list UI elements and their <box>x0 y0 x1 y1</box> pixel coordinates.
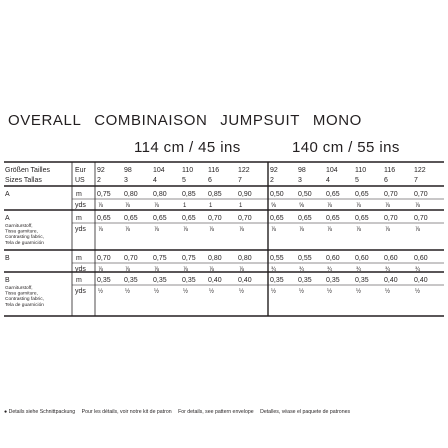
view-label: A <box>5 191 10 198</box>
value-140-yds: ¾ <box>415 267 421 273</box>
view-label: A <box>5 215 10 222</box>
value-140-yds: ¾ <box>299 267 305 273</box>
size-us-114: 2 <box>97 177 101 184</box>
value-114-yds: 1 <box>183 203 187 209</box>
value-114-m: 0,35 <box>153 277 167 284</box>
value-114-yds: ½ <box>125 289 131 295</box>
value-140-m: 0,55 <box>270 255 284 262</box>
us-label: US <box>75 177 85 184</box>
value-114-yds: ⅞ <box>239 227 245 233</box>
unit-m: m <box>76 255 82 262</box>
footer-text-fr: Pour les détails, voir notre kit de patron <box>81 409 172 415</box>
size-us-140: 4 <box>326 177 330 184</box>
size-eur-114: 98 <box>124 167 132 174</box>
value-114-m: 0,40 <box>208 277 222 284</box>
value-114-m: 0,65 <box>97 215 111 222</box>
value-140-m: 0,55 <box>298 255 312 262</box>
value-114-yds: ⅞ <box>183 267 189 273</box>
size-us-114: 5 <box>182 177 186 184</box>
value-140-m: 0,60 <box>384 255 398 262</box>
value-140-yds: ¾ <box>327 267 333 273</box>
value-114-m: 0,40 <box>238 277 252 284</box>
view-sub-label: Tela de guarnición <box>5 240 44 246</box>
view-sub-label: Contrasting fabric, <box>5 235 44 241</box>
value-140-m: 0,65 <box>326 215 340 222</box>
value-114-m: 0,65 <box>182 215 196 222</box>
view-label: B <box>5 277 10 284</box>
value-114-m: 0,35 <box>124 277 138 284</box>
value-140-yds: ⅞ <box>299 227 305 233</box>
size-eur-114: 122 <box>238 167 250 174</box>
value-140-m: 0,60 <box>414 255 428 262</box>
value-114-m: 0,75 <box>153 255 167 262</box>
value-140-m: 0,35 <box>355 277 369 284</box>
value-140-yds: ⅞ <box>327 203 333 209</box>
value-114-yds: ⅞ <box>154 267 160 273</box>
size-us-140: 7 <box>414 177 418 184</box>
footer-text-de: ● Details siehe Schnittpackung <box>4 409 76 415</box>
value-140-m: 0,65 <box>355 215 369 222</box>
value-114-yds: 1 <box>209 203 213 209</box>
view-label: B <box>5 255 10 262</box>
value-114-m: 0,70 <box>97 255 111 262</box>
value-114-yds: ½ <box>183 289 189 295</box>
value-140-yds: ½ <box>356 289 362 295</box>
value-114-m: 0,85 <box>208 191 222 198</box>
value-140-m: 0,70 <box>384 215 398 222</box>
size-eur-114: 116 <box>208 167 220 174</box>
footer-text-en: For details, see pattern envelope <box>178 409 254 415</box>
unit-yds: yds <box>75 202 86 209</box>
view-sub-label: Garniturstoff, <box>5 286 33 291</box>
value-140-yds: ⅞ <box>385 227 391 233</box>
value-140-m: 0,70 <box>384 191 398 198</box>
value-114-yds: ½ <box>154 289 160 295</box>
value-140-yds: ¾ <box>271 267 277 273</box>
value-140-yds: ½ <box>385 289 391 295</box>
value-140-yds: ⅞ <box>327 227 333 233</box>
value-140-m: 0,60 <box>326 255 340 262</box>
value-140-m: 0,70 <box>414 191 428 198</box>
value-114-m: 0,35 <box>97 277 111 284</box>
value-140-yds: ¾ <box>385 267 391 273</box>
size-eur-140: 116 <box>384 167 396 174</box>
view-sub-label: Tissu garniture, <box>5 229 38 235</box>
view-sub-label: Tela de guarnición <box>5 302 44 308</box>
value-140-yds: ½ <box>327 289 333 295</box>
value-114-m: 0,65 <box>124 215 138 222</box>
value-114-m: 0,65 <box>153 215 167 222</box>
size-us-114: 4 <box>153 177 157 184</box>
unit-m: m <box>76 215 82 222</box>
value-140-m: 0,50 <box>298 191 312 198</box>
value-114-yds: 1 <box>239 203 243 209</box>
value-140-m: 0,65 <box>270 215 284 222</box>
value-114-yds: ½ <box>239 289 245 295</box>
value-140-yds: ¾ <box>356 267 362 273</box>
title-word: OVERALL <box>8 112 82 129</box>
value-140-yds: ⅝ <box>299 203 305 209</box>
title-word: MONO <box>312 112 362 129</box>
size-eur-140: 110 <box>355 167 367 174</box>
size-us-140: 3 <box>298 177 302 184</box>
value-114-m: 0,35 <box>182 277 196 284</box>
size-us-140: 2 <box>270 177 274 184</box>
value-140-m: 0,65 <box>355 191 369 198</box>
value-114-yds: ⅞ <box>98 227 104 233</box>
value-140-yds: ⅞ <box>385 203 391 209</box>
unit-yds: yds <box>75 266 86 273</box>
value-140-m: 0,35 <box>326 277 340 284</box>
footer-note <box>4 408 444 416</box>
value-114-yds: ⅞ <box>154 227 160 233</box>
value-140-yds: ½ <box>415 289 421 295</box>
view-sub-label: Contrasting fabric, <box>5 297 44 303</box>
size-eur-114: 104 <box>153 167 165 174</box>
value-140-yds: ⅞ <box>271 227 277 233</box>
value-140-m: 0,35 <box>298 277 312 284</box>
size-us-114: 7 <box>238 177 242 184</box>
value-140-m: 0,65 <box>326 191 340 198</box>
value-114-yds: ½ <box>209 289 215 295</box>
value-114-yds: ⅞ <box>183 227 189 233</box>
value-140-m: 0,40 <box>384 277 398 284</box>
size-eur-140: 98 <box>298 167 306 174</box>
unit-m: m <box>76 277 82 284</box>
value-114-m: 0,70 <box>124 255 138 262</box>
title-word: JUMPSUIT <box>220 112 301 129</box>
size-label-en-es: Sizes Tallas <box>5 177 42 184</box>
value-140-m: 0,65 <box>298 215 312 222</box>
value-114-m: 0,70 <box>238 215 252 222</box>
size-us-140: 5 <box>355 177 359 184</box>
value-114-yds: ⅞ <box>209 267 215 273</box>
value-114-yds: ⅞ <box>125 267 131 273</box>
fabric-width-114: 114 cm / 45 ins <box>134 139 241 156</box>
value-140-m: 0,70 <box>414 215 428 222</box>
size-eur-140: 122 <box>414 167 426 174</box>
value-114-m: 0,75 <box>182 255 196 262</box>
value-140-yds: ½ <box>299 289 305 295</box>
value-114-yds: ⅞ <box>154 203 160 209</box>
unit-yds: yds <box>75 288 86 295</box>
unit-m: m <box>76 191 82 198</box>
value-114-yds: ⅞ <box>125 227 131 233</box>
unit-yds: yds <box>75 226 86 233</box>
view-sub-label: Garniturstoff, <box>5 224 33 229</box>
value-114-m: 0,80 <box>208 255 222 262</box>
size-us-114: 6 <box>208 177 212 184</box>
value-140-m: 0,35 <box>270 277 284 284</box>
value-140-m: 0,50 <box>270 191 284 198</box>
value-114-m: 0,90 <box>238 191 252 198</box>
value-114-yds: ⅞ <box>98 267 104 273</box>
value-140-yds: ⅞ <box>415 203 421 209</box>
value-140-yds: ½ <box>271 289 277 295</box>
value-140-yds: ⅝ <box>271 203 277 209</box>
title-word: COMBINAISON <box>94 112 208 129</box>
value-114-m: 0,80 <box>238 255 252 262</box>
size-eur-140: 92 <box>270 167 278 174</box>
footer-text-es: Detalles, véase el paquete de patrones <box>260 409 351 415</box>
value-140-yds: ⅞ <box>356 203 362 209</box>
value-140-m: 0,40 <box>414 277 428 284</box>
value-114-m: 0,80 <box>153 191 167 198</box>
size-us-140: 6 <box>384 177 388 184</box>
value-114-m: 0,85 <box>182 191 196 198</box>
fabric-width-140: 140 cm / 55 ins <box>292 139 400 156</box>
value-114-yds: ⅞ <box>209 227 215 233</box>
value-114-yds: ⅞ <box>125 203 131 209</box>
eur-label: Eur <box>75 167 86 174</box>
value-114-yds: ½ <box>98 289 104 295</box>
value-140-yds: ⅞ <box>356 227 362 233</box>
value-114-m: 0,80 <box>124 191 138 198</box>
size-eur-114: 110 <box>182 167 194 174</box>
size-eur-114: 92 <box>97 167 105 174</box>
size-label-de-fr: Größen Tailles <box>5 167 51 174</box>
value-140-m: 0,60 <box>355 255 369 262</box>
view-sub-label: Tissu garniture, <box>5 291 38 297</box>
value-140-yds: ⅞ <box>415 227 421 233</box>
value-114-m: 0,75 <box>97 191 111 198</box>
value-114-yds: ⅞ <box>239 267 245 273</box>
value-114-m: 0,70 <box>208 215 222 222</box>
value-114-yds: ⅞ <box>98 203 104 209</box>
size-eur-140: 104 <box>326 167 338 174</box>
size-us-114: 3 <box>124 177 128 184</box>
